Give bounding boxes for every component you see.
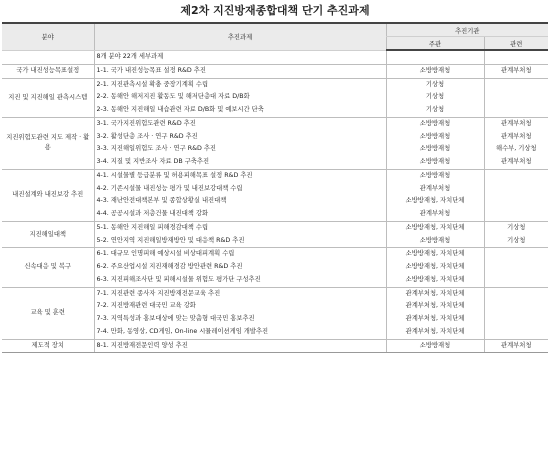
- intro-empty-related: [484, 50, 548, 64]
- lead-agency-cell: 관계부처청, 자치단체: [386, 313, 484, 326]
- table-row: [2, 78, 548, 91]
- lead-agency-cell: 소방방재청: [386, 156, 484, 169]
- task-cell: 4-2. 기존시설물 내진성능 평가 및 내진보강대책 수립: [94, 183, 386, 196]
- related-agency-cell: [484, 169, 548, 182]
- lead-agency-cell: 관계부처청, 자치단체: [386, 287, 484, 300]
- related-agency-cell: [484, 183, 548, 196]
- category-cell: 지진 및 지진해일 관측시스템: [2, 78, 94, 117]
- related-agency-cell: [484, 195, 548, 208]
- header-related: 관련: [484, 37, 548, 51]
- related-agency-cell: [484, 91, 548, 104]
- related-agency-cell: [484, 300, 548, 313]
- table-row: [2, 64, 548, 78]
- related-agency-cell: [484, 248, 548, 261]
- lead-agency-cell: 관계부처청, 자치단체: [386, 300, 484, 313]
- category-cell: 내진설계와 내진보강 추진: [2, 169, 94, 221]
- related-agency-cell: [484, 274, 548, 287]
- task-cell: 7-2. 지진방재관련 대국민 교육 강화: [94, 300, 386, 313]
- related-agency-cell: [484, 78, 548, 91]
- category-cell: 지진위험도관련 지도 제작 · 활용: [2, 117, 94, 169]
- task-cell: 5-2. 연안지역 지진해일방재방안 및 대응책 R&D 추진: [94, 235, 386, 248]
- task-cell: 7-1. 지진관련 종사자 지진방재전문교육 추진: [94, 287, 386, 300]
- related-agency-cell: [484, 208, 548, 221]
- task-cell: 6-1. 대규모 인명피해 예상시설 비상대피계획 수립: [94, 248, 386, 261]
- related-agency-cell: 해수부, 기상청: [484, 143, 548, 156]
- category-cell: 국가 내진성능목표설정: [2, 64, 94, 78]
- header-lead: 주관: [386, 37, 484, 51]
- table-row: [2, 221, 548, 234]
- lead-agency-cell: 관계부처청: [386, 208, 484, 221]
- task-cell: 6-2. 주요산업시설 지진재해경감 방안관련 R&D 추진: [94, 261, 386, 274]
- task-cell: 4-4. 공공시설과 저층건물 내진대책 강화: [94, 208, 386, 221]
- table-body: [2, 50, 548, 353]
- lead-agency-cell: 소방방재청: [386, 143, 484, 156]
- lead-agency-cell: 소방방재청: [386, 339, 484, 353]
- lead-agency-cell: 소방방재청: [386, 235, 484, 248]
- task-table: [2, 22, 548, 353]
- lead-agency-cell: 소방방재청: [386, 117, 484, 130]
- related-agency-cell: 관계부처청: [484, 64, 548, 78]
- category-cell: 제도적 장치: [2, 339, 94, 353]
- lead-agency-cell: 기상청: [386, 91, 484, 104]
- intro-empty-lead: [386, 50, 484, 64]
- related-agency-cell: [484, 326, 548, 339]
- task-cell: 7-4. 만화, 동영상, CD게임, On-line 시뮬레이션게임 개발추진: [94, 326, 386, 339]
- task-cell: 2-2. 동해안 해저지진 활동도 및 해저단층대 자료 D/B화: [94, 91, 386, 104]
- category-cell: 지진해일대책: [2, 221, 94, 248]
- task-cell: 3-2. 활성단층 조사 · 연구 R&D 추진: [94, 131, 386, 144]
- related-agency-cell: 관계부처청: [484, 117, 548, 130]
- task-cell: 3-1. 국가지진위험도관련 R&D 추진: [94, 117, 386, 130]
- task-cell: 2-1. 지진관측시설 확충 중장기계획 수립: [94, 78, 386, 91]
- lead-agency-cell: 소방방재청, 자치단체: [386, 261, 484, 274]
- related-agency-cell: 기상청: [484, 221, 548, 234]
- table-row: [2, 339, 548, 353]
- lead-agency-cell: 관계부처청: [386, 183, 484, 196]
- header-task: 추진과제: [94, 23, 386, 50]
- related-agency-cell: 관계부처청: [484, 156, 548, 169]
- page-title: 제2차 지진방재종합대책 단기 추진과제: [180, 4, 370, 17]
- category-cell: 교육 및 훈련: [2, 287, 94, 339]
- task-cell: 7-3. 지역특성과 홍보대상에 맞는 맞춤형 대국민 홍보추진: [94, 313, 386, 326]
- task-cell: 5-1. 동해안 지진해일 피해경감대책 수립: [94, 221, 386, 234]
- task-cell: 4-3. 재난안전대책본부 및 종합상황실 내진대책: [94, 195, 386, 208]
- table-row: [2, 117, 548, 130]
- task-cell: 4-1. 시설물별 등급분류 및 허용피해목표 설정 R&D 추진: [94, 169, 386, 182]
- lead-agency-cell: 소방방재청, 자치단체: [386, 248, 484, 261]
- intro-empty-cell: [2, 50, 94, 64]
- table-row: [2, 287, 548, 300]
- lead-agency-cell: 관계부처청, 자치단체: [386, 326, 484, 339]
- table-row: [2, 169, 548, 182]
- lead-agency-cell: 소방방재청: [386, 131, 484, 144]
- header-category: 분야: [2, 23, 94, 50]
- category-cell: 신속대응 및 복구: [2, 248, 94, 287]
- related-agency-cell: [484, 313, 548, 326]
- lead-agency-cell: 소방방재청: [386, 169, 484, 182]
- related-agency-cell: 관계부처청: [484, 131, 548, 144]
- task-cell: 2-3. 동해안 지진해일 내습관련 자료 D/B화 및 예보시간 단축: [94, 104, 386, 117]
- related-agency-cell: [484, 287, 548, 300]
- related-agency-cell: [484, 261, 548, 274]
- lead-agency-cell: 소방방재청, 자치단체: [386, 274, 484, 287]
- header-agency-group: 추진기관: [386, 23, 548, 37]
- related-agency-cell: 관계부처청: [484, 339, 548, 353]
- task-cell: 3-3. 지진해일위험도 조사 · 연구 R&D 추진: [94, 143, 386, 156]
- related-agency-cell: [484, 104, 548, 117]
- task-cell: 1-1. 국가 내진성능목표 설정 R&D 추진: [94, 64, 386, 78]
- task-cell: 6-3. 지진피해조사단 및 피해시설물 위험도 평가단 구성추진: [94, 274, 386, 287]
- lead-agency-cell: 소방방재청: [386, 64, 484, 78]
- lead-agency-cell: 소방방재청, 자치단체: [386, 221, 484, 234]
- table-row: [2, 248, 548, 261]
- lead-agency-cell: 기상청: [386, 78, 484, 91]
- task-cell: 3-4. 지질 및 지반조사 자료 DB 구축추진: [94, 156, 386, 169]
- task-cell: 8-1. 지진방재전문인력 양성 추진: [94, 339, 386, 353]
- lead-agency-cell: 기상청: [386, 104, 484, 117]
- related-agency-cell: 기상청: [484, 235, 548, 248]
- intro-summary: 8개 분야 22개 세부과제: [94, 50, 386, 64]
- lead-agency-cell: 소방방재청, 자치단체: [386, 195, 484, 208]
